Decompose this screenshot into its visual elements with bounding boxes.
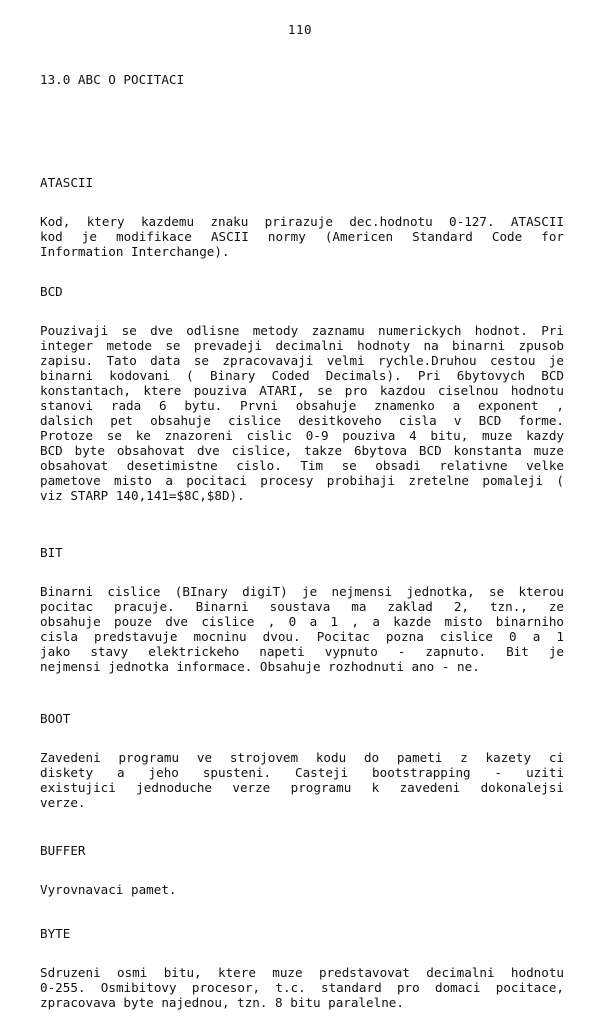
text-line: Binarni cislice (BInary digiT) je nejmensi jednotka, se kterou [40, 584, 564, 599]
text-line: binarni kodovani ( Binary Coded Decimals). Pri 6bytovych BCD [40, 368, 564, 383]
text-line: pocitac pracuje. Binarni soustava ma zaklad 2, tzn., ze [40, 599, 564, 614]
section-body [40, 965, 564, 1010]
section-bit [40, 545, 564, 674]
section-heading: ATASCII [40, 175, 94, 190]
section-body [40, 323, 564, 503]
section-heading: BUFFER [40, 843, 86, 858]
page-number: 110 [287, 22, 313, 37]
text-line: cisla predstavuje mocninu dvou. Pocitac pozna cislice 0 a 1 [40, 629, 564, 644]
text-line: zpracovava byte najednou, tzn. 8 bitu paralelne. [40, 995, 404, 1010]
section-boot [40, 711, 564, 810]
text-line: verze. [40, 795, 86, 810]
section-heading: BYTE [40, 926, 71, 941]
text-line: pametove misto a pocitaci procesy probihaji zretelne pomaleji ( [40, 473, 564, 488]
text-line: integer metode se prevadeji decimalni hodnoty na binarni zpusob [40, 338, 564, 353]
section-body [40, 750, 564, 810]
text-line: konstantach, ktere pouziva ATARI, se pro kazdou ciselnou hodnotu [40, 383, 564, 398]
text-line: Protoze se ke znazoreni cislic 0-9 pouziva 4 bitu, muze kazdy [40, 428, 564, 443]
text-line: jako stavy elektrickeho napeti vypnuto - zapnuto. Bit je [40, 644, 564, 659]
text-line: Kod, ktery kazdemu znaku prirazuje dec.hodnotu 0-127. ATASCII [40, 214, 564, 229]
section-heading: BCD [40, 284, 63, 299]
text-line: Zavedeni programu ve strojovem kodu do pameti z kazety ci [40, 750, 564, 765]
text-line: diskety a jeho spusteni. Casteji bootstrapping - uziti [40, 765, 564, 780]
chapter-title: 13.0 ABC O POCITACI [40, 72, 185, 87]
text-line: zapisu. Tato data se zpracovavaji velmi rychle.Druhou cestou je [40, 353, 564, 368]
text-line: 0-255. Osmibitovy procesor, t.c. standard pro domaci pocitace, [40, 980, 564, 995]
text-line: existujici jednoduche verze programu k zavedeni dokonalejsi [40, 780, 564, 795]
text-line: Pouzivaji se dve odlisne metody zaznamu numerickych hodnot. Pri [40, 323, 564, 338]
section-atascii [40, 175, 564, 259]
section-heading: BOOT [40, 711, 71, 726]
text-line: dalsich pet obsahuje cislice desitkoveho cisla v BCD forme. [40, 413, 564, 428]
text-line: Information Interchange). [40, 244, 230, 259]
section-body [40, 214, 564, 259]
section-body [40, 882, 564, 897]
text-line: stanovi rada 6 bytu. Prvni obsahuje znamenko a exponent , [40, 398, 564, 413]
text-line: Vyrovnavaci pamet. [40, 882, 177, 897]
section-body [40, 584, 564, 674]
text-line: Sdruzeni osmi bitu, ktere muze predstavovat decimalni hodnotu [40, 965, 564, 980]
text-line: obsahuje pouze dve cislice , 0 a 1 , a kazde misto binarniho [40, 614, 564, 629]
section-heading: BIT [40, 545, 63, 560]
section-bcd [40, 284, 564, 503]
text-line: obsahovat desetimistne cislo. Tim se obsadi relativne velke [40, 458, 564, 473]
text-line: kod je modifikace ASCII normy (Americen Standard Code for [40, 229, 564, 244]
text-line: nejmensi jednotka informace. Obsahuje rozhodnuti ano - ne. [40, 659, 480, 674]
section-buffer [40, 843, 564, 897]
section-byte [40, 926, 564, 1010]
text-line: viz STARP 140,141=$8C,$8D). [40, 488, 245, 503]
text-line: BCD byte obsahovat dve cislice, takze 6bytova BCD konstanta muze [40, 443, 564, 458]
